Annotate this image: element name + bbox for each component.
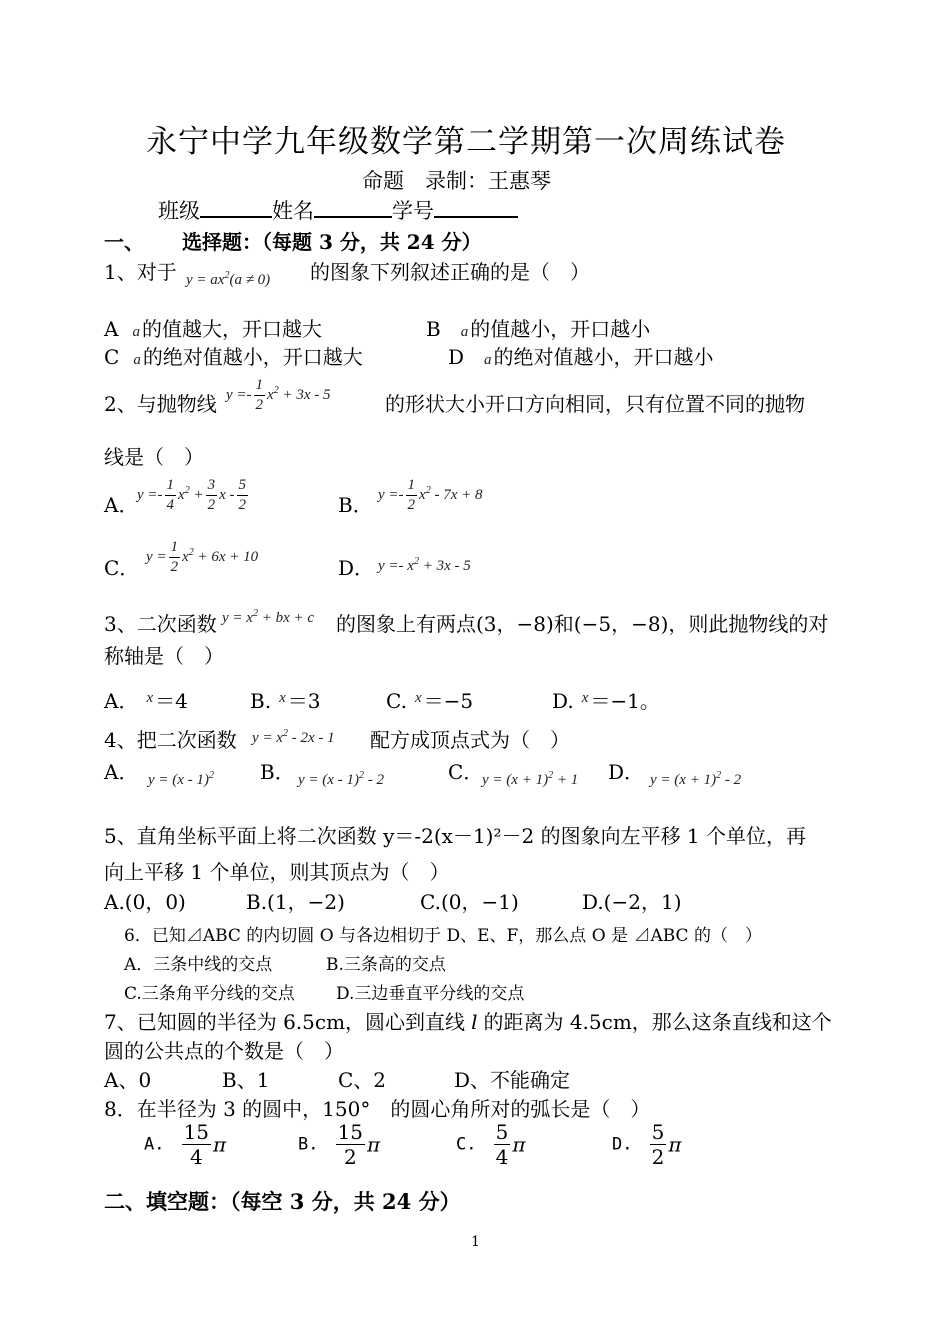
q7-line2: 圆的公共点的个数是（ ） [104,1039,344,1063]
section1-heading: 选择题：（每题 3 分，共 24 分） [182,230,482,254]
q5-option-d: D.(−2，1) [582,890,682,914]
q1-option-b: B a 的值越小，开口越小 [426,317,651,341]
name-blank[interactable] [314,194,392,218]
q5-option-a: A.(0，0) [104,890,186,914]
q4-suffix: 配方成顶点式为（ ） [370,728,570,752]
q2-option-d-label: D． [338,556,375,580]
q1-option-c: C a 的绝对值越小，开口越大 [104,345,363,369]
q2-line2: 线是（ ） [104,445,204,469]
q8-option-a: A. $\frac{15}{4}$ π [144,1120,227,1169]
q3-option-a: A． $^x$ ＝4 [104,689,188,713]
q1-option-d: D a 的绝对值越小，开口越小 [448,345,714,369]
student-info-line [158,194,518,225]
q6-option-d: D.三边垂直平分线的交点 [336,984,525,1004]
q1-option-a: A a 的值越大，开口越大 [104,317,322,341]
q5-line2: 向上平移 1 个单位，则其顶点为（ ） [104,860,450,884]
q6-line1: 6．已知⊿ABC 的内切圆 O 与各边相切于 D、E、F，那么点 O 是 ⊿ABC 的（ ） [124,926,762,946]
q2-option-c-formula: y = $\frac{1}{2}$ $x^2 + 6x + 10$ [146,539,259,575]
name-label: 姓名 [272,199,314,223]
q3-line2: 称轴是（ ） [104,644,224,668]
q3-option-c: C. $^x$ ＝−5 [386,689,474,713]
q4-prefix: 4、把二次函数 [104,728,237,752]
q3-prefix: 3、二次函数 [104,612,217,636]
q2-option-a-label: A． [104,493,139,517]
page-number: 1 [471,1234,480,1250]
exam-title: 永宁中学九年级数学第二学期第一次周练试卷 [146,124,786,160]
q4-option-c-label: C． [448,760,484,784]
q8-option-d: D. $\frac{5}{2}$ π [612,1120,682,1169]
q6-option-c: C.三条角平分线的交点 [124,984,295,1004]
q6-option-b: B.三条高的交点 [326,955,446,975]
q8-option-b: B. $\frac{15}{2}$ π [298,1120,381,1169]
q2-option-a-formula: y =- $\frac{1}{4}$ $x^2$ + $\frac{3}{2}$ x - $\frac{5}{2}$ [137,477,247,513]
q1-suffix: 的图象下列叙述正确的是（ ） [310,260,590,284]
q5-line1: 5、直角坐标平面上将二次函数 y＝-2(x－1)²－2 的图象向左平移 1 个单位，再 [104,824,807,848]
q4-option-c-formula: $y = (x + 1)^2 + 1$ [482,770,579,788]
q4-option-d-label: D． [608,760,645,784]
q4-option-a-label: A． [104,760,139,784]
class-label: 班级 [158,199,200,223]
q5-option-c: C.(0，−1) [420,890,519,914]
q2-formula: y =- $\frac{1}{2}$ $x^2 + 3x - 5$ [226,377,331,413]
q7-line1: 7、已知圆的半径为 6.5cm，圆心到直线 l 的距离为 4.5cm，那么这条直线和这个 [104,1010,832,1034]
q4-option-d-formula: $y = (x + 1)^2 - 2$ [650,770,742,788]
q7-option-b: B、1 [222,1068,270,1092]
q2-prefix: 2、与抛物线 [104,392,217,416]
q3-formula: $y = x^2$ + bx + c [222,608,315,626]
q2-option-d-formula: $y =- x^2 + 3x - 5$ [378,556,471,574]
q2-option-b-formula: y =- $\frac{1}{2}$ $x^2 - 7x + 8$ [378,477,483,513]
q4-option-b-formula: y = (x - 1)$^2$ - 2 [298,770,384,788]
q4-formula: $y = x^2 - 2x - 1$ [252,728,335,746]
q1-formula: $y = ax^2(a \ne 0)$ [186,270,271,288]
q5-option-b: B.(1，−2) [246,890,345,914]
class-blank[interactable] [200,194,272,218]
q2-option-c-label: C． [104,556,140,580]
q7-option-d: D、不能确定 [454,1068,571,1092]
q4-option-b-label: B． [260,760,295,784]
q3-option-d: D. $^x$ ＝−1。 [552,689,660,713]
q7-option-a: A、0 [104,1068,152,1092]
q2-suffix: 的形状大小开口方向相同，只有位置不同的抛物 [385,392,805,416]
q8-line1: 8．在半径为 3 的圆中，150° 的圆心角所对的弧长是（ ） [104,1097,651,1121]
id-label: 学号 [392,199,434,223]
q8-option-c: C. $\frac{5}{4}$ π [456,1120,526,1169]
author-line: 命题 录制：王惠琴 [362,169,551,193]
id-blank[interactable] [434,194,518,218]
q3-suffix: 的图象上有两点(3，−8)和(−5，−8)，则此抛物线的对 [336,612,829,636]
q3-option-b: B. $^x$ ＝3 [250,689,321,713]
section1-number: 一、 [104,230,144,254]
q2-option-b-label: B． [338,493,373,517]
q7-option-c: C、2 [338,1068,387,1092]
q1-prefix: 1、对于 [104,260,177,284]
q4-option-a-formula: y = (x - 1)$^2$ [148,770,214,788]
section2-heading: 二、填空题：（每空 3 分，共 24 分） [104,1189,461,1214]
q6-option-a: A．三条中线的交点 [124,955,273,975]
